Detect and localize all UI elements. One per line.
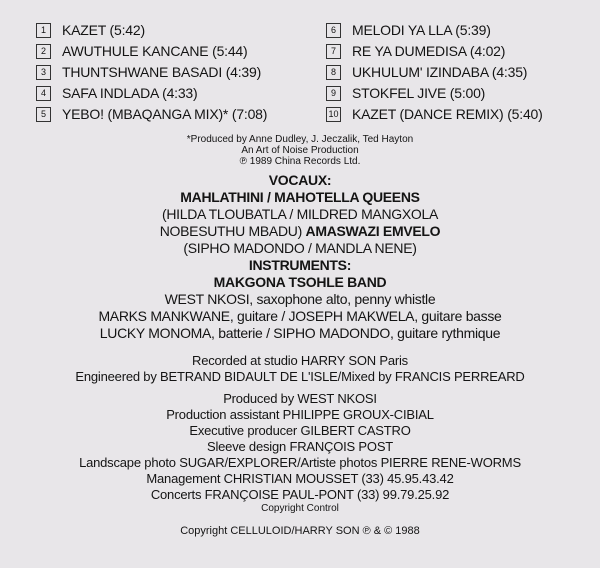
assistant-credit: Production assistant PHILIPPE GROUX-CIBIAL <box>166 407 434 422</box>
photo-credit: Landscape photo SUGAR/EXPLORER/Artiste photos PIERRE RENE-WORMS <box>79 455 521 470</box>
track-number-box: 8 <box>326 65 341 80</box>
vocals-groups: MAHLATHINI / MAHOTELLA QUEENS <box>180 189 420 205</box>
executive-credit: Executive producer GILBERT CASTRO <box>189 423 411 438</box>
production-credits <box>0 353 600 515</box>
track-title: STOKFEL JIVE (5:00) <box>352 85 486 101</box>
instruments-section <box>0 257 600 342</box>
track-title: SAFA INDLADA (4:33) <box>62 85 198 101</box>
track-number-box: 3 <box>36 65 51 80</box>
remix-credit-line-2: An Art of Noise Production <box>241 145 359 156</box>
copyright-notice: Copyright CELLULOID/HARRY SON ℗ & © 1988 <box>180 525 420 537</box>
vocals-line-2 <box>0 223 600 240</box>
instruments-heading: INSTRUMENTS: <box>248 257 352 273</box>
track-1 <box>36 21 145 39</box>
vocals-line-2-names: NOBESUTHU MBADU) <box>159 223 306 239</box>
track-title: UKHULUM' IZINDABA (4:35) <box>352 64 528 80</box>
vocals-line-3: (SIPHO MADONDO / MANDLA NENE) <box>183 240 417 256</box>
instruments-line-1: WEST NKOSI, saxophone alto, penny whistle <box>164 291 436 307</box>
track-5 <box>36 105 267 123</box>
track-number-box: 10 <box>326 107 341 122</box>
track-number-box: 7 <box>326 44 341 59</box>
track-2 <box>36 42 247 60</box>
track-7 <box>326 42 505 60</box>
track-title: THUNTSHWANE BASADI (4:39) <box>62 64 262 80</box>
track-number-box: 9 <box>326 86 341 101</box>
track-number-box: 5 <box>36 107 51 122</box>
track-6 <box>326 21 491 39</box>
instruments-line-3: LUCKY MONOMA, batterie / SIPHO MADONDO, guitare rythmique <box>99 325 501 341</box>
track-number-box: 2 <box>36 44 51 59</box>
track-9 <box>326 84 485 102</box>
vocals-section <box>0 172 600 257</box>
track-3 <box>36 63 261 81</box>
instruments-band: MAKGONA TSOHLE BAND <box>213 274 387 290</box>
vocals-line-1: (HILDA TLOUBATLA / MILDRED MANGXOLA <box>161 206 439 222</box>
sleeve-credit: Sleeve design FRANÇOIS POST <box>206 439 394 454</box>
track-title: AWUTHULE KANCANE (5:44) <box>62 43 248 59</box>
concerts-credit: Concerts FRANÇOISE PAUL-PONT (33) 99.79.25.92 <box>150 487 450 502</box>
producer-credit: Produced by WEST NKOSI <box>223 391 377 406</box>
track-number-box: 6 <box>326 23 341 38</box>
track-title: KAZET (5:42) <box>62 22 145 38</box>
track-8 <box>326 63 527 81</box>
engineered-credit: Engineered by BETRAND BIDAULT DE L'ISLE/Mixed by FRANCIS PERREARD <box>75 369 525 384</box>
track-title: KAZET (DANCE REMIX) (5:40) <box>352 106 543 122</box>
track-10 <box>326 105 543 123</box>
vocals-line-2-group: AMASWAZI EMVELO <box>305 223 441 239</box>
recorded-credit: Recorded at studio HARRY SON Paris <box>192 353 408 368</box>
management-credit: Management CHRISTIAN MOUSSET (33) 45.95.43.42 <box>146 471 454 486</box>
remix-credit-line-3: ℗ 1989 China Records Ltd. <box>239 156 361 167</box>
track-number-box: 1 <box>36 23 51 38</box>
instruments-line-2: MARKS MANKWANE, guitare / JOSEPH MAKWELA, guitare basse <box>98 308 502 324</box>
remix-credit-line-1: *Produced by Anne Dudley, J. Jeczalik, Ted Hayton <box>186 134 414 145</box>
copyright-control: Copyright Control <box>261 503 339 514</box>
track-title: YEBO! (MBAQANGA MIX)* (7:08) <box>62 106 268 122</box>
track-number-box: 4 <box>36 86 51 101</box>
track-title: MELODI YA LLA (5:39) <box>352 22 491 38</box>
vocals-heading: VOCAUX: <box>268 172 332 188</box>
track-title: RE YA DUMEDISA (4:02) <box>352 43 506 59</box>
track-4 <box>36 84 197 102</box>
